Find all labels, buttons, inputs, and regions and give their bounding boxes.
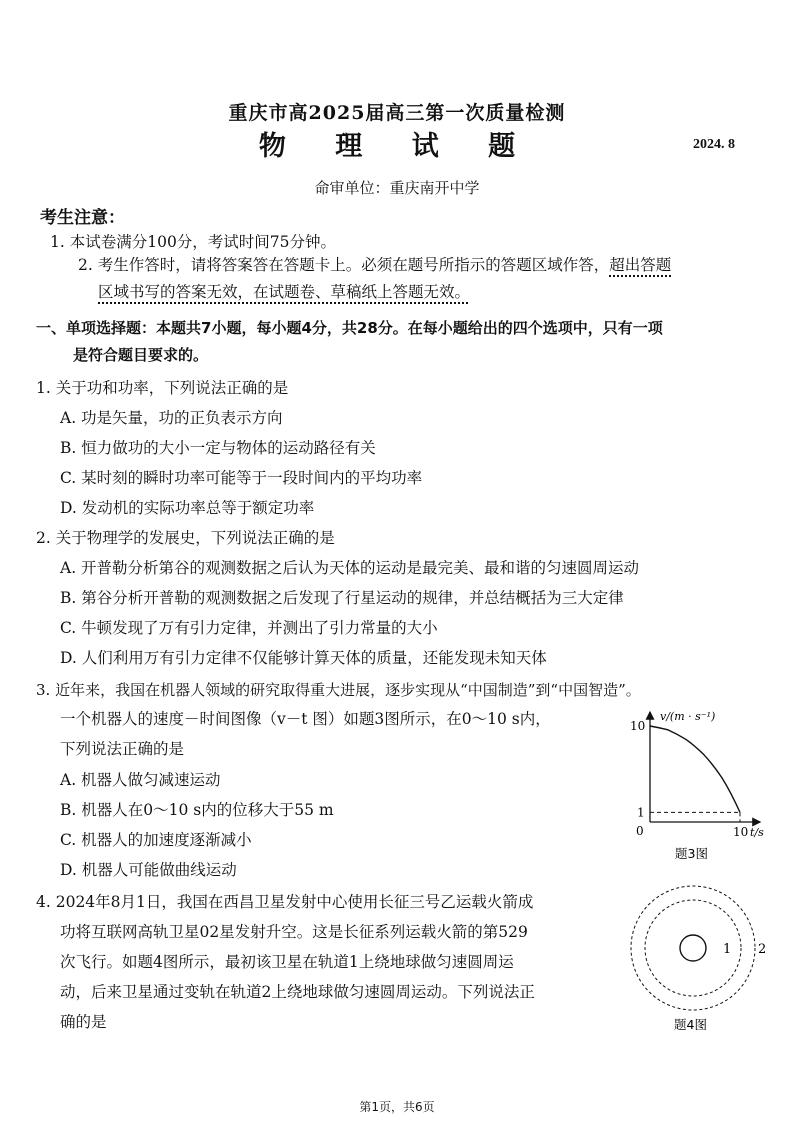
q3-option-b: B. 机器人在0～10 s内的位移大于55 m xyxy=(60,801,334,819)
exam-date: 2024. 8 xyxy=(693,137,735,152)
q3-stem-line1: 3. 近年来，我国在机器人领域的研究取得重大进展，逐步实现从“中国制造”到“中国智造”。 xyxy=(36,681,641,699)
y-axis-label: v/(m · s⁻¹) xyxy=(660,710,716,723)
q4-stem-line2: 功将互联网高轨卫星02星发射升空。这是长征系列运载火箭的第529 xyxy=(60,923,528,941)
section1-heading-line1: 一、单项选择题：本题共7小题，每小题4分，共28分。在每小题给出的四个选项中，只有一项 xyxy=(36,319,663,337)
earth xyxy=(680,935,706,961)
notice-item-2-continued: 区域书写的答案无效，在试题卷、草稿纸上答题无效。 xyxy=(98,283,471,301)
q1-option-a: A. 功是矢量，功的正负表示方向 xyxy=(60,409,283,427)
page-footer: 第1页，共6页 xyxy=(359,1100,435,1114)
q4-stem-line3: 次飞行。如题4图所示，最初该卫星在轨道1上绕地球做匀速圆周运 xyxy=(60,953,514,971)
notice-item-2 xyxy=(78,255,671,275)
velocity-curve xyxy=(650,726,740,812)
notice-heading: 考生注意： xyxy=(40,208,125,228)
y-tick-1: 1 xyxy=(637,805,645,820)
q4-stem-line5: 确的是 xyxy=(60,1013,107,1031)
q3-stem-line2: 一个机器人的速度－时间图像（v－t 图）如题3图所示，在0～10 s内， xyxy=(60,710,551,728)
q1-option-c: C. 某时刻的瞬时功率可能等于一段时间内的平均功率 xyxy=(60,469,423,487)
setter-unit: 命审单位：重庆南开中学 xyxy=(314,179,480,197)
q1-option-d: D. 发动机的实际功率总等于额定功率 xyxy=(60,499,315,517)
exam-title: 重庆市高2025届高三第一次质量检测 xyxy=(228,102,566,124)
notice-item-2-text: 2. 考生作答时，请将答案答在答题卡上。必须在题号所指示的答题区域作答， xyxy=(78,256,610,274)
figure3-vt-graph xyxy=(620,700,780,865)
q1-option-b: B. 恒力做功的大小一定与物体的运动路径有关 xyxy=(60,439,376,457)
q2-option-a: A. 开普勒分析第谷的观测数据之后认为天体的运动是最完美、最和谐的匀速圆周运动 xyxy=(60,559,640,577)
q3-stem-line3: 下列说法正确的是 xyxy=(60,740,185,758)
figure4-caption: 题4图 xyxy=(674,1017,707,1032)
notice-item-1: 1. 本试卷满分100分，考试时间75分钟。 xyxy=(50,233,337,251)
q2-option-b: B. 第谷分析开普勒的观测数据之后发现了行星运动的规律，并总结概括为三大定律 xyxy=(60,589,624,607)
orbit-1-label: 1 xyxy=(723,942,732,957)
q1-stem: 1. 关于功和功率，下列说法正确的是 xyxy=(36,379,289,397)
q3-option-c: C. 机器人的加速度逐渐减小 xyxy=(60,831,252,849)
notice-item-2-emphasis: 超出答题 xyxy=(609,256,672,274)
x-axis-label: t/s xyxy=(750,826,764,839)
q3-option-a: A. 机器人做匀减速运动 xyxy=(60,771,221,789)
y-tick-10: 10 xyxy=(630,719,646,733)
subject-title: 物 理 试 题 xyxy=(258,131,536,162)
q4-stem-line4: 动，后来卫星通过变轨在轨道2上绕地球做匀速圆周运动。下列说法正 xyxy=(60,983,535,1001)
x-tick-10: 10 xyxy=(733,825,749,839)
figure3-caption: 题3图 xyxy=(675,846,708,861)
figure4-orbits xyxy=(628,878,776,1038)
q2-option-d: D. 人们利用万有引力定律不仅能够计算天体的质量，还能发现未知天体 xyxy=(60,649,547,667)
q4-stem-line1: 4. 2024年8月1日，我国在西昌卫星发射中心使用长征三号乙运载火箭成 xyxy=(36,893,534,911)
origin-label: 0 xyxy=(636,824,644,838)
q2-option-c: C. 牛顿发现了万有引力定律，并测出了引力常量的大小 xyxy=(60,619,438,637)
orbit-2 xyxy=(631,886,755,1010)
q3-option-d: D. 机器人可能做曲线运动 xyxy=(60,861,237,879)
q2-stem: 2. 关于物理学的发展史，下列说法正确的是 xyxy=(36,529,335,547)
section1-heading-line2: 是符合题目要求的。 xyxy=(73,346,209,364)
orbit-2-label: 2 xyxy=(758,942,767,957)
